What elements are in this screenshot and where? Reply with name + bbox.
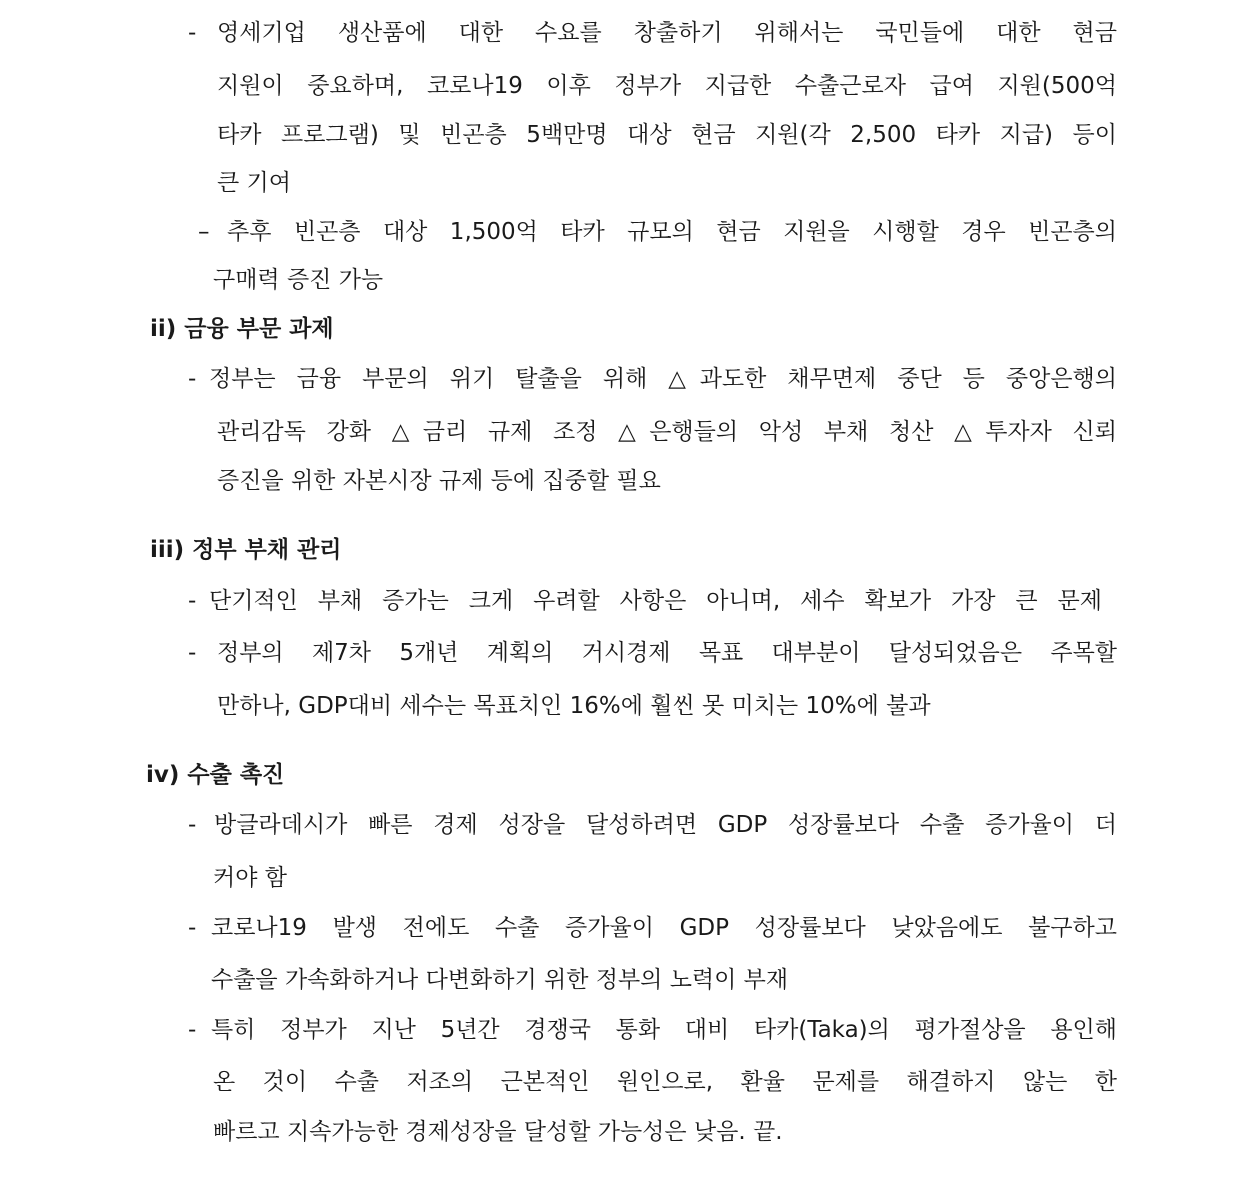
bullet-long-dash: – — [198, 219, 210, 245]
paragraph-line: 큰 기여 — [217, 170, 291, 196]
paragraph-line: 정부의 제7차 5개년 계획의 거시경제 목표 대부분이 달성되었음은 주목할 — [217, 640, 1117, 666]
bullet-dash: - — [188, 1017, 197, 1043]
section-heading-ii: ii) 금융 부문 과제 — [150, 316, 334, 342]
paragraph-line: 지원이 중요하며, 코로나19 이후 정부가 지급한 수출근로자 급여 지원(500억 — [217, 73, 1117, 99]
paragraph-line: 타카 프로그램) 및 빈곤층 5백만명 대상 현금 지원(각 2,500 타카 지급) 등이 — [217, 122, 1117, 148]
paragraph-line: 구매력 증진 가능 — [213, 267, 384, 293]
paragraph-line: 추후 빈곤층 대상 1,500억 타카 규모의 현금 지원을 시행할 경우 빈곤층의 — [227, 219, 1117, 245]
section-heading-iv: iv) 수출 촉진 — [146, 762, 285, 788]
bullet-dash: - — [188, 640, 197, 666]
bullet-dash: - — [188, 588, 197, 614]
bullet-dash: - — [188, 366, 197, 392]
paragraph-line: 빠르고 지속가능한 경제성장을 달성할 가능성은 낮음. 끝. — [213, 1119, 783, 1145]
paragraph-line: 단기적인 부채 증가는 크게 우려할 사항은 아니며, 세수 확보가 가장 큰 문제 — [209, 588, 1102, 614]
bullet-dash: - — [188, 20, 197, 46]
paragraph-line: 커야 함 — [213, 865, 287, 891]
paragraph-line: 증진을 위한 자본시장 규제 등에 집중할 필요 — [217, 468, 661, 494]
paragraph-line: 관리감독 강화 △금리 규제 조정 △은행들의 악성 부채 청산 △투자자 신뢰 — [217, 419, 1117, 445]
bullet-dash: - — [188, 915, 197, 941]
paragraph-line: 수출을 가속화하거나 다변화하기 위한 정부의 노력이 부재 — [211, 967, 789, 993]
paragraph-line: 특히 정부가 지난 5년간 경쟁국 통화 대비 타카(Taka)의 평가절상을 용인해 — [211, 1017, 1117, 1043]
paragraph-line: 영세기업 생산품에 대한 수요를 창출하기 위해서는 국민들에 대한 현금 — [217, 20, 1117, 46]
paragraph-line: 코로나19 발생 전에도 수출 증가율이 GDP 성장률보다 낮았음에도 불구하고 — [211, 915, 1117, 941]
paragraph-line: 만하나, GDP대비 세수는 목표치인 16%에 훨씬 못 미치는 10%에 불과 — [217, 693, 931, 719]
paragraph-line: 방글라데시가 빠른 경제 성장을 달성하려면 GDP 성장률보다 수출 증가율이 더 — [214, 812, 1117, 838]
section-heading-iii: iii) 정부 부채 관리 — [150, 537, 342, 563]
bullet-dash: - — [188, 812, 197, 838]
paragraph-line: 온 것이 수출 저조의 근본적인 원인으로, 환율 문제를 해결하지 않는 한 — [213, 1069, 1117, 1095]
paragraph-line: 정부는 금융 부문의 위기 탈출을 위해 △과도한 채무면제 중단 등 중앙은행의 — [209, 366, 1117, 392]
